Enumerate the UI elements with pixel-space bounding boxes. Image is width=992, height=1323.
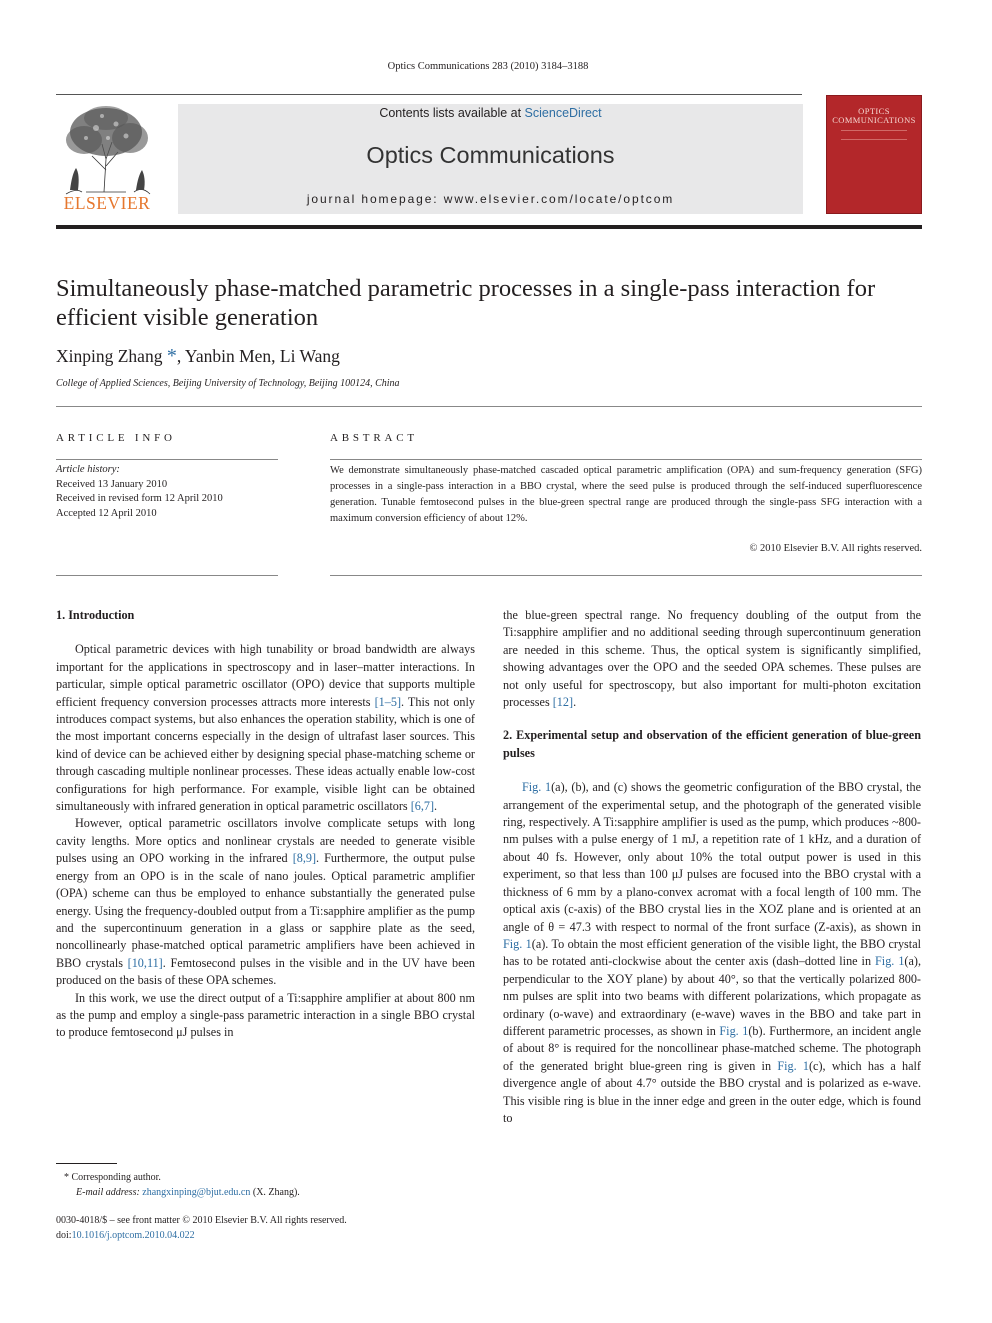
footnote: [56, 1170, 300, 1200]
citation-link[interactable]: [12]: [552, 695, 574, 710]
article-history: [56, 463, 223, 521]
doi-line: [56, 1229, 347, 1244]
contents-list-line: [178, 106, 803, 120]
journal-title: Optics Communications: [366, 142, 615, 168]
paragraph-4: Fig. 1(a), (b), and (c) shows the geometric configuration of the BBO crystal, the arrangement of the experimental setup, and the photograph of the generated visible ring, respectively. A Ti:sapphire amplifier is used as the pump, which produces ~800-nm pulses with a pulse energy of 1 mJ, a repetition rate of 1 kHz, and a duration of about 40 fs. However, only about 10% the total output power is used in this experiment, so that less than 100 μJ pulses are focused into the BBO crystal with a thickness of 6 mm by a plano-convex acromat with a focal length of 100 mm. The optical axis (c-axis) of the BBO crystal lies in the XOZ plane and is oriented at an angle of θ = 47.3 with respect to normal of the front surface (Z-axis), as shown in Fig. 1(a). To obtain the most efficient generation of the visible light, the BBO crystal has to be rotated anti-clockwise about the center axis (dash–dotted line in Fig. 1(a), perpendicular to the XOY plane) by about 40°, so that the vertically polarized 800-nm pulses are split into two beams with different polarizations, which propagate as ordinary (o-wave) and extraordinary (e-wave) waves in the BBO and take part in different parametric processes, as shown in Fig. 1(b). Furthermore, an incident angle of about 8° is required for the noncollinear phase-matched scheme. The photograph of the generated bright blue-green ring is given in Fig. 1(c), which has a half divergence angle of about 4.7° outside the BBO crystal and is polarized as e-wave. This visible ring is blue in the inner edge and green in the outer edge, which is found to: [503, 780, 921, 1125]
figure-link[interactable]: Fig. 1: [719, 1023, 749, 1038]
paragraph-3-continued: the blue-green spectral range. No frequency doubling of the output from the Ti:sapphire amplifier and no additional seeding through supercontinuum generation are needed in this scheme. Thus, the optical system is significantly simplified, showing advantages over the OPO and the seeded OPA schemes. These pulses are not only useful for spectroscopy, but also important for multi-photon excitation processes [12].: [503, 608, 921, 710]
journal-cover-thumbnail: [826, 95, 922, 214]
paragraph-3: In this work, we use the direct output of a Ti:sapphire amplifier at about 800 nm as the pump and employ a single-pass parametric interaction in a single BBO crystal to produce femtosecond μJ pulses in: [56, 990, 475, 1040]
header-divider: [56, 94, 802, 95]
journal-homepage[interactable]: journal homepage: www.elsevier.com/locate/optcom: [306, 192, 675, 206]
title-divider: [56, 406, 922, 407]
citation-link[interactable]: [1–5]: [374, 694, 402, 709]
citation-link[interactable]: [8,9]: [292, 851, 317, 866]
abstract-heading: ABSTRACT: [330, 432, 418, 444]
article-info-rule: [56, 459, 278, 460]
author-list: [56, 345, 340, 368]
article-info-heading: ARTICLE INFO: [56, 432, 176, 444]
cover-decoration: [841, 130, 907, 140]
figure-link[interactable]: Fig. 1: [777, 1058, 809, 1073]
figure-link[interactable]: Fig. 1: [503, 936, 532, 951]
paragraph-2: However, optical parametric oscillators involve complicate setups with long cavity lengths. More optics and nonlinear crystals are needed to generate visible pulses using an OPO working in the infrared [8,9]. Furthermore, the output pulse energy from an OPO is in the scale of nano joules. Optical parametric amplifier (OPA) scheme can thus be employed to enhance substantially the generated pulse energy. Using the frequency-doubled output from a Ti:sapphire amplifier as the pump and the supercontinuum generation in a glass or sapphire plate as the seed, noncollinearly phase-matched optical parametric amplifiers have been achieved in BBO crystals [10,11]. Femtosecond pulses in the visible and in the UV have been produced on the basis of these OPA schemes.: [56, 816, 475, 988]
revised-date: Received in revised form 12 April 2010: [56, 493, 223, 505]
copyright-notice: © 2010 Elsevier B.V. All rights reserved.: [749, 543, 922, 554]
received-date: Received 13 January 2010: [56, 478, 168, 490]
section-1-heading: 1. Introduction: [56, 608, 135, 622]
citation-link[interactable]: [6,7]: [410, 799, 435, 814]
cover-title-line1: OPTICS: [858, 106, 890, 116]
body-column-left: [56, 607, 475, 1042]
elsevier-logo: [56, 104, 158, 214]
affiliation: College of Applied Sciences, Beijing University of Technology, Beijing 100124, China: [56, 378, 400, 389]
email-line: [56, 1185, 300, 1200]
author-1: Xinping Zhang: [56, 346, 163, 366]
accepted-date: Accepted 12 April 2010: [56, 507, 157, 519]
doi-prefix: doi:: [56, 1229, 72, 1241]
cover-title-line2: COMMUNICATIONS: [832, 115, 916, 125]
doi-link[interactable]: 10.1016/j.optcom.2010.04.022: [71, 1229, 195, 1241]
citation-link[interactable]: [10,11]: [127, 955, 163, 970]
abstract-text: We demonstrate simultaneously phase-matched cascaded optical parametric amplification (OPA) and sum-frequency generation (SFG) processes in a single-pass interaction in a BBO crystal, where the seed pulse is produced through the self-induced superfluorescence generation. Tunable femtosecond pulses in the blue-green spectral range are produced through the single-pass SFG interaction with a maximum conversion efficiency of about 12%.: [330, 465, 922, 524]
corresponding-author-note: * Corresponding author.: [64, 1172, 161, 1183]
article-title: Simultaneously phase-matched parametric processes in a single-pass interaction for efficient visible generation: [56, 275, 876, 331]
history-label: Article history:: [56, 464, 120, 475]
footnote-rule: [56, 1163, 117, 1164]
email-label: E-mail address:: [76, 1187, 143, 1198]
other-authors: , Yanbin Men, Li Wang: [176, 346, 340, 366]
corresponding-author-mark[interactable]: *: [166, 345, 177, 367]
issn-line: 0030-4018/$ – see front matter © 2010 Elsevier B.V. All rights reserved.: [56, 1215, 347, 1226]
sciencedirect-link[interactable]: ScienceDirect: [524, 106, 602, 120]
masthead-rule: [56, 225, 922, 229]
publication-info: [56, 1214, 347, 1243]
email-link[interactable]: zhangxinping@bjut.edu.cn: [142, 1187, 251, 1198]
email-suffix: (X. Zhang).: [250, 1187, 300, 1198]
paragraph-1: Optical parametric devices with high tunability or broad bandwidth are always important for the applications in spectroscopy and in laser–matter interactions. In particular, simple optical parametric oscillator (OPO) device that supports multiple efficient frequency conversion processes attracts more interests [1–5]. This not only introduces compact systems, but also enhances the operation stability, which is one of the most important concerns especially in the design of ultrafast laser sources. This kind of device can be achieved either by designing special phase-matching scheme or through cascading multiple nonlinear processes. These ideas actually enable low-cost configurations for high performance. For example, visible light can be obtained simultaneously with infrared generation in optical parametric oscillators [6,7].: [56, 642, 475, 814]
cover-title: [827, 107, 921, 125]
figure-link[interactable]: Fig. 1: [875, 954, 905, 969]
contents-prefix: Contents lists available at: [379, 106, 525, 120]
journal-masthead: [178, 104, 803, 214]
abstract-bottom-rule: [330, 575, 922, 576]
article-info-bottom-rule: [56, 575, 278, 576]
body-column-right: [503, 607, 921, 1127]
abstract-rule: [330, 459, 922, 460]
section-2-heading: 2. Experimental setup and observation of the efficient generation of blue-green pulses: [503, 728, 921, 760]
elsevier-tree-icon: [56, 104, 158, 196]
figure-link[interactable]: Fig. 1: [522, 780, 552, 795]
journal-citation: Optics Communications 283 (2010) 3184–3188: [387, 61, 589, 72]
elsevier-wordmark[interactable]: ELSEVIER: [63, 193, 151, 213]
